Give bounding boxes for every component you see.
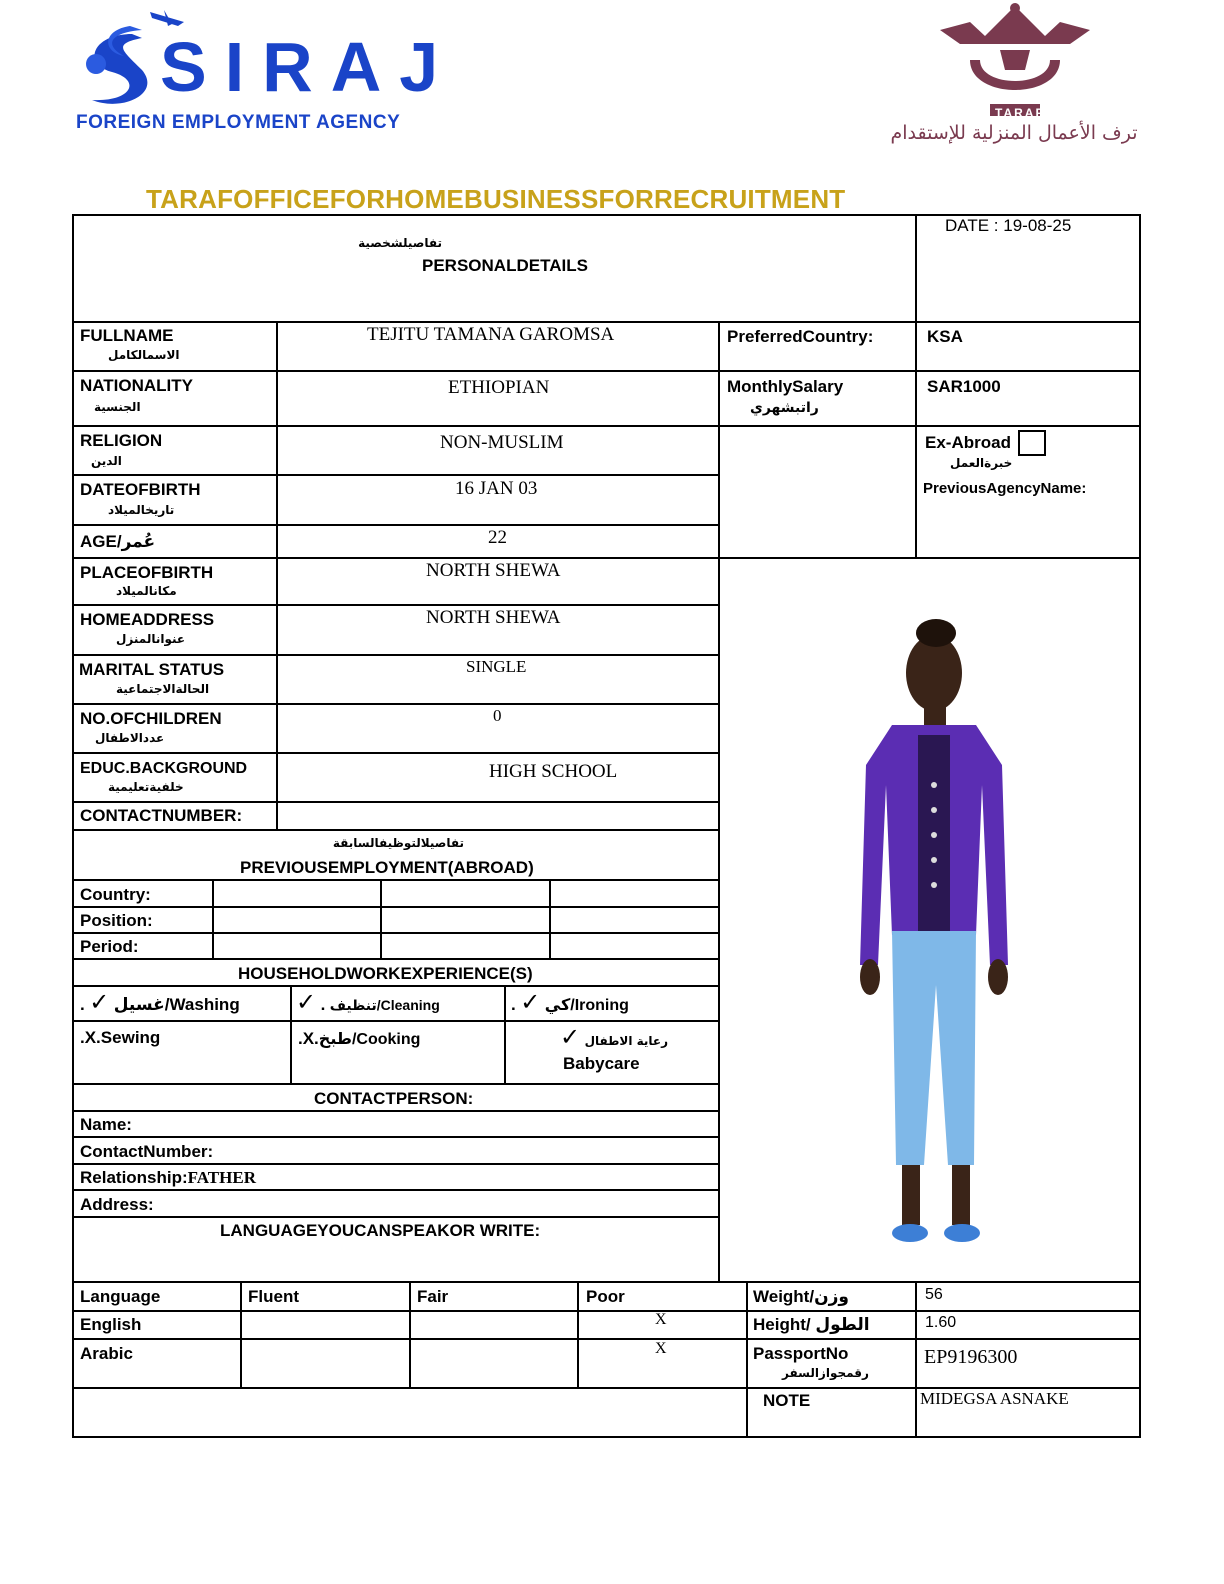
- household-title: HOUSEHOLDWORKEXPERIENCE(S): [238, 964, 533, 983]
- position-label: Position:: [80, 911, 153, 930]
- fullname-label: FULLNAME: [80, 326, 174, 345]
- sewing-label: Sewing: [100, 1028, 161, 1047]
- fluent-header: Fluent: [248, 1287, 299, 1306]
- contact-person-title: CONTACTPERSON:: [314, 1089, 474, 1108]
- previous-agency-label: PreviousAgencyName:: [923, 480, 1087, 497]
- siraj-name: SIRAJ: [160, 28, 457, 106]
- ironing-item: [511, 990, 629, 1015]
- dob-arabic: تاريخالميلاد: [108, 503, 175, 517]
- ex-abroad-checkbox[interactable]: [1018, 430, 1046, 456]
- dob-value: 16 JAN 03: [455, 478, 538, 499]
- education-arabic: خلفيةتعليمية: [108, 780, 184, 794]
- ironing-label: كي/Ironing: [544, 997, 629, 1014]
- babycare-arabic: رعاية الاطفال: [584, 1034, 669, 1048]
- nationality-value: ETHIOPIAN: [448, 377, 550, 398]
- candidate-photo: [852, 605, 1012, 1265]
- height-label: Height/ الطول: [753, 1315, 870, 1334]
- passport-label: PassportNo: [753, 1344, 849, 1363]
- preferred-country-label: PreferredCountry:: [727, 327, 874, 346]
- ex-abroad-label: Ex-Abroad: [925, 433, 1011, 452]
- previous-employment-title: PREVIOUSEMPLOYMENT(ABROAD): [240, 858, 534, 877]
- home-address-arabic: عنوانالمنزل: [116, 632, 186, 646]
- note-label: NOTE: [763, 1391, 811, 1410]
- address-label: Address:: [80, 1195, 154, 1214]
- washing-check-icon: ✓: [89, 988, 110, 1016]
- marital-value: SINGLE: [466, 657, 527, 676]
- washing-prefix: .: [80, 995, 85, 1014]
- contact-name-label: Name:: [80, 1115, 132, 1134]
- note-value: MIDEGSA ASNAKE: [920, 1389, 1069, 1408]
- english-poor-mark: X: [655, 1311, 667, 1328]
- children-label: NO.OFCHILDREN: [80, 709, 222, 728]
- english-label: English: [80, 1315, 142, 1334]
- babycare-label: Babycare: [563, 1054, 640, 1073]
- cleaning-label: تنظيف/Cleaning: [329, 997, 440, 1013]
- relationship-value: FATHER: [187, 1168, 256, 1187]
- crown-icon: [930, 0, 1100, 118]
- marital-arabic: الحالةالاجتماعية: [116, 682, 210, 696]
- nationality-arabic: الجنسية: [94, 400, 141, 414]
- religion-arabic: الدين: [91, 454, 122, 468]
- cooking-prefix: .X.: [298, 1029, 319, 1048]
- fair-header: Fair: [417, 1287, 449, 1306]
- passport-value: EP9196300: [924, 1346, 1018, 1368]
- fullname-arabic: الاسمالكامل: [108, 348, 180, 362]
- language-header: Language: [80, 1287, 161, 1306]
- siraj-subtitle: FOREIGN EMPLOYMENT AGENCY: [76, 112, 401, 133]
- marital-label: MARITAL STATUS: [79, 660, 225, 679]
- period-label: Period:: [80, 937, 139, 956]
- weight-value: 56: [925, 1286, 943, 1303]
- height-value: 1.60: [925, 1314, 957, 1331]
- dob-label: DATEOFBIRTH: [80, 480, 201, 499]
- pob-value: NORTH SHEWA: [426, 560, 561, 581]
- passport-arabic: رقمجوازالسفر: [782, 1366, 869, 1380]
- home-address-label: HOMEADDRESS: [80, 610, 215, 629]
- relationship-row: [80, 1168, 256, 1188]
- ironing-prefix: .: [511, 995, 516, 1014]
- cleaning-check-icon: ✓: [296, 988, 317, 1016]
- education-label: EDUC.BACKGROUND: [80, 760, 248, 777]
- ironing-check-icon: ✓: [520, 988, 541, 1016]
- poor-header: Poor: [586, 1287, 625, 1306]
- home-address-value: NORTH SHEWA: [426, 607, 561, 628]
- nationality-label: NATIONALITY: [80, 376, 194, 395]
- age-value: 22: [488, 527, 507, 548]
- washing-item: [80, 990, 240, 1015]
- arabic-poor-mark: X: [655, 1340, 667, 1357]
- contact-number2-label: ContactNumber:: [80, 1142, 214, 1161]
- arabic-label: Arabic: [80, 1344, 133, 1363]
- pob-label: PLACEOFBIRTH: [80, 563, 214, 582]
- education-value: HIGH SCHOOL: [489, 761, 618, 782]
- previous-employment-arabic: تفاصيلالتوظيفالسابقة: [332, 836, 464, 850]
- babycare-item: [560, 1025, 668, 1050]
- children-arabic: عددالاطفال: [95, 731, 165, 745]
- washing-label: غسيل/Washing: [113, 995, 240, 1014]
- cleaning-item: [296, 990, 440, 1015]
- children-value: 0: [493, 706, 502, 725]
- contact-number-label: CONTACTNUMBER:: [80, 806, 243, 825]
- preferred-country-value: KSA: [927, 327, 963, 346]
- ex-abroad-arabic: خبرةالعمل: [950, 456, 1013, 470]
- salary-label: MonthlySalary: [727, 377, 844, 396]
- salary-value: SAR1000: [927, 377, 1001, 396]
- personal-details-arabic: تفاصيلشخصية: [358, 236, 442, 250]
- taraf-logo: [830, 0, 1200, 150]
- personal-details-title: PERSONALDETAILS: [422, 256, 588, 275]
- sewing-item: [80, 1028, 160, 1048]
- relationship-label: Relationship:: [80, 1168, 188, 1187]
- religion-value: NON-MUSLIM: [440, 432, 564, 453]
- cleaning-prefix: .: [320, 995, 326, 1014]
- taraf-name: TARAF: [995, 106, 1045, 120]
- languages-title: LANGUAGEYOUCANSPEAKOR WRITE:: [220, 1221, 541, 1240]
- cooking-item: [298, 1029, 420, 1049]
- salary-arabic: راتبشهري: [750, 400, 819, 416]
- religion-label: RELIGION: [80, 431, 163, 450]
- taraf-arabic-name: ترف الأعمال المنزلية للإستقدام: [890, 122, 1138, 144]
- office-title: TARAFOFFICEFORHOMEBUSINESSFORRECRUITMENT: [146, 184, 846, 214]
- pob-arabic: مكانالميلاد: [116, 584, 177, 598]
- cooking-label: طبخ/Cooking: [318, 1031, 421, 1048]
- sewing-prefix: .X.: [80, 1028, 101, 1047]
- babycare-check-icon: ✓: [560, 1023, 581, 1051]
- country-label: Country:: [80, 885, 151, 904]
- date: DATE : 19-08-25: [945, 216, 1072, 235]
- weight-label: Weight/وزن: [753, 1287, 849, 1306]
- fullname-value: TEJITU TAMANA GAROMSA: [367, 324, 615, 345]
- age-label: AGE/عُمر: [80, 532, 156, 551]
- siraj-logo: [72, 4, 457, 134]
